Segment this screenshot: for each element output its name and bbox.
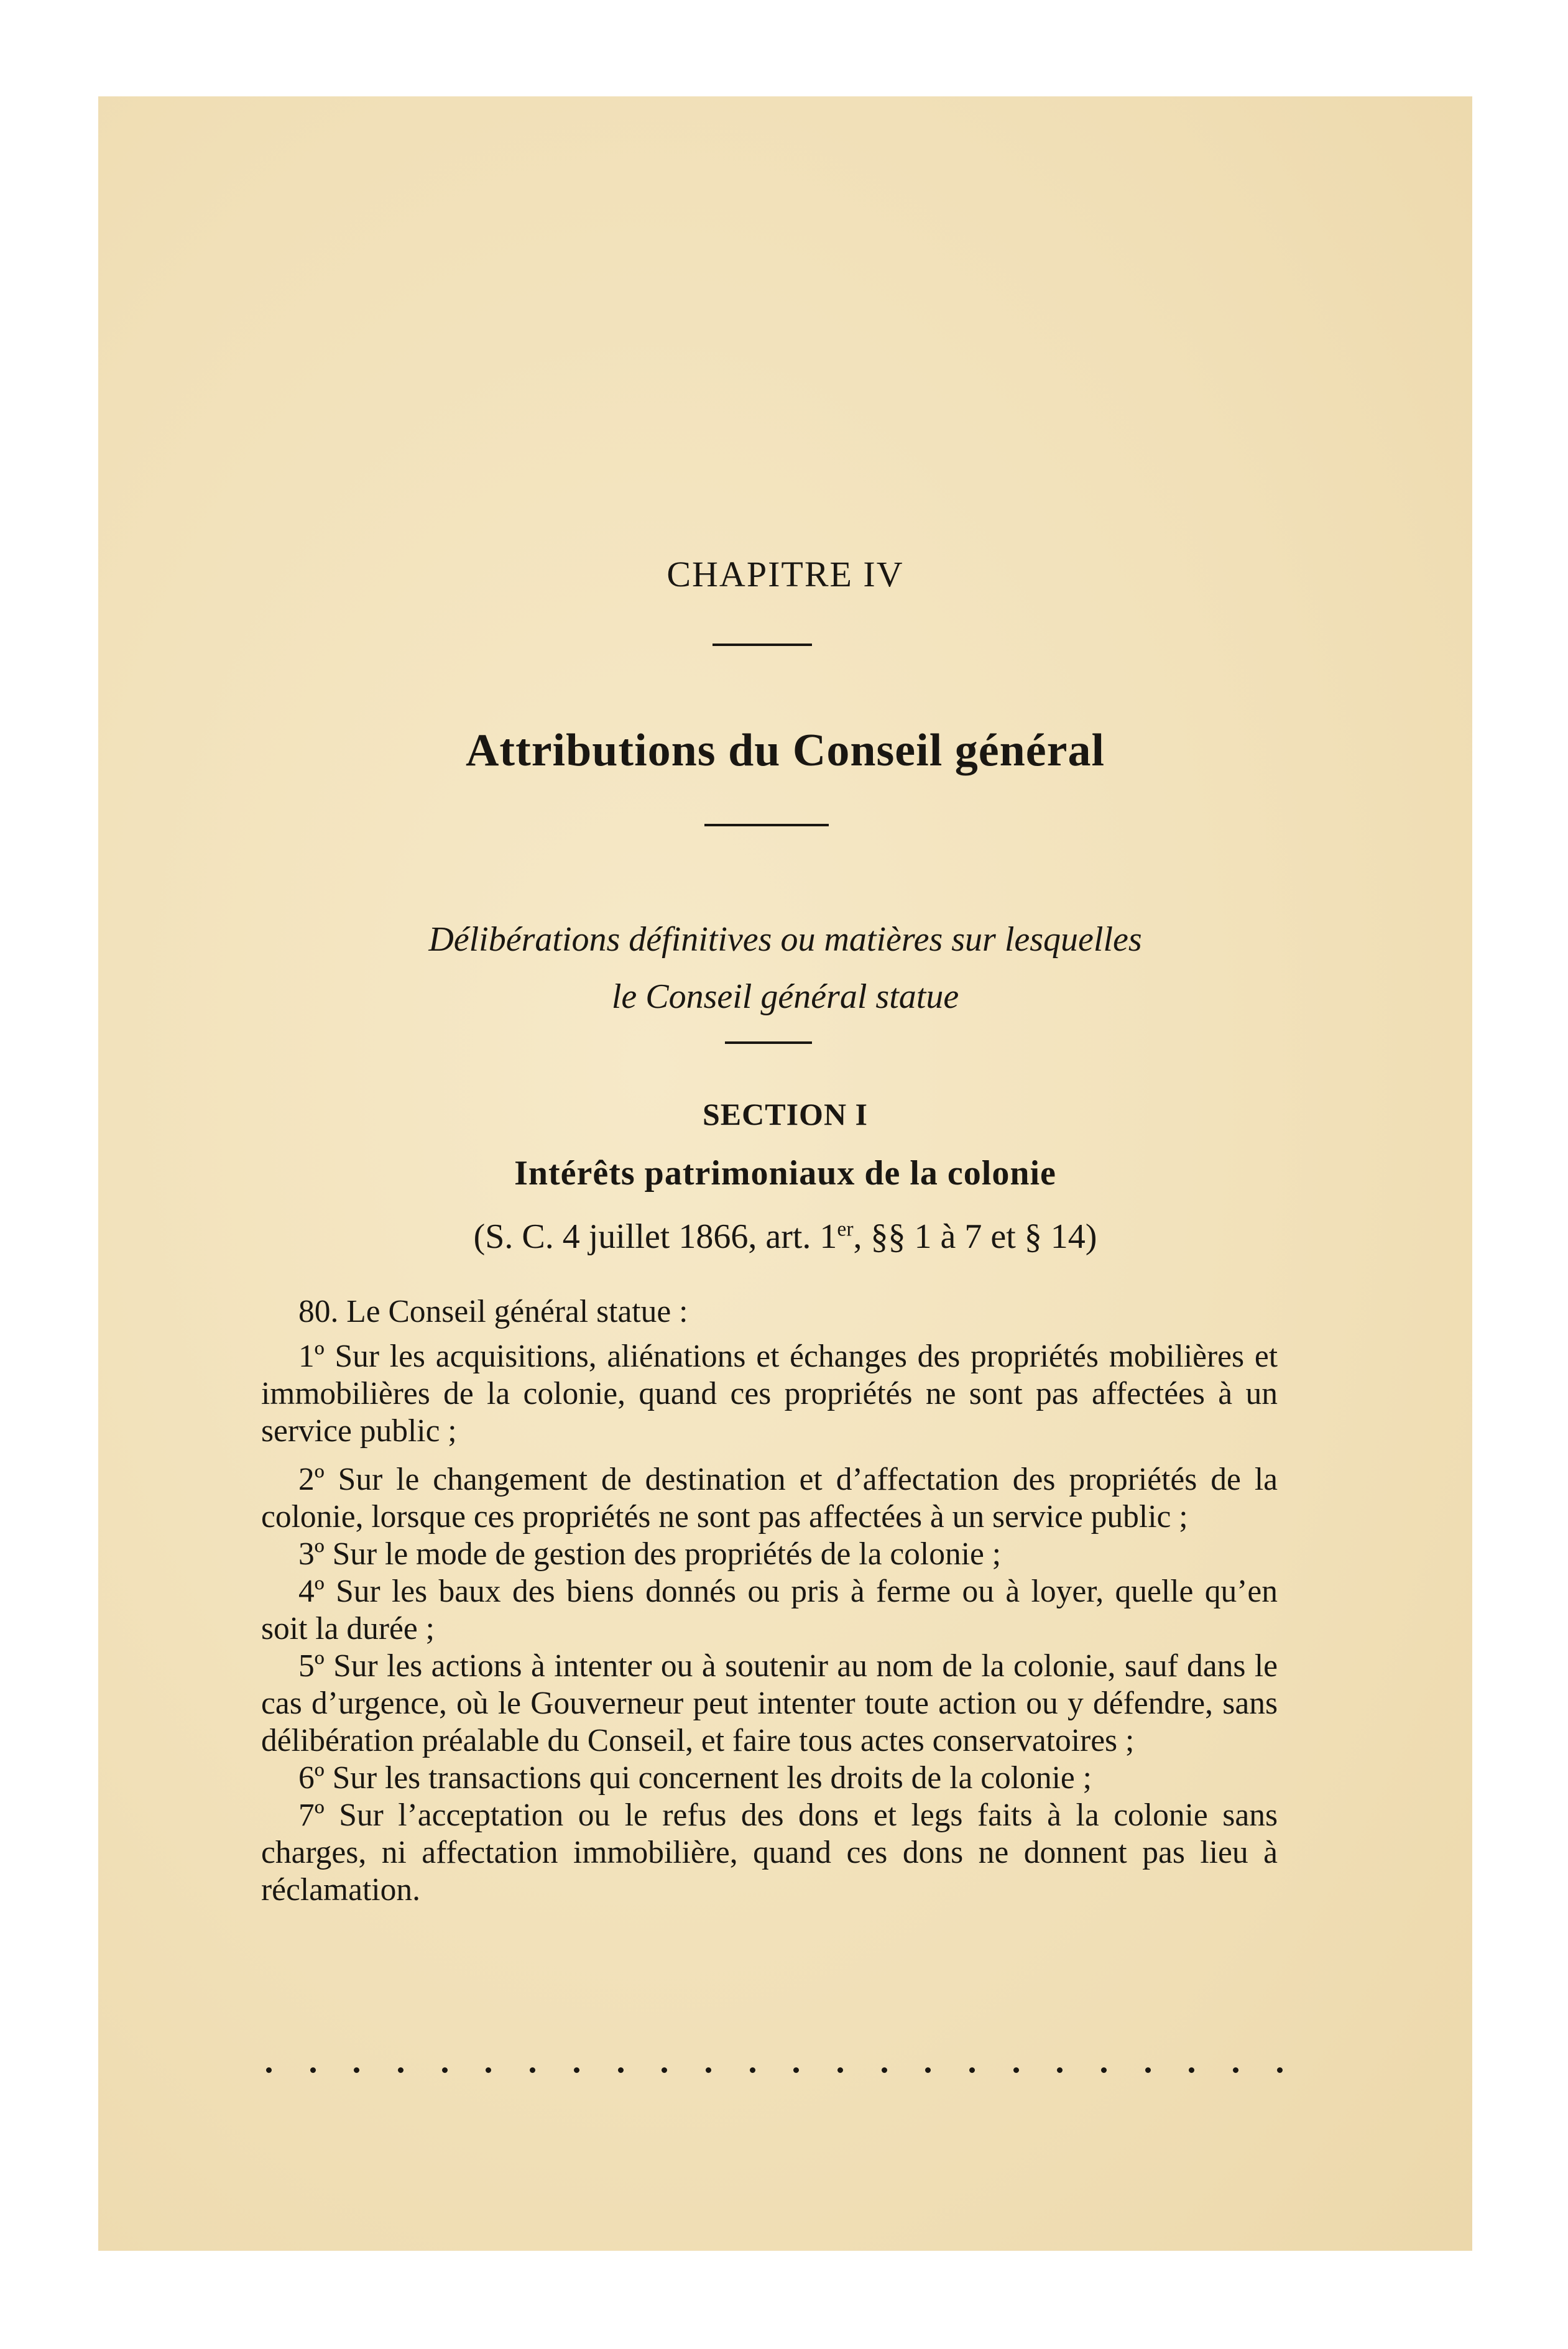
dot <box>310 2067 316 2073</box>
dot <box>662 2067 667 2073</box>
dot <box>706 2067 711 2073</box>
dot <box>837 2067 843 2073</box>
dot <box>530 2067 535 2073</box>
chapter-title: Attributions du Conseil général <box>465 725 1105 776</box>
dot <box>354 2067 359 2073</box>
dot <box>1057 2067 1063 2073</box>
article-item: 6º Sur les transactions qui concernent les droits de la colonie ; <box>298 1760 1092 1796</box>
article-item: 3º Sur le mode de gestion des propriétés de la colonie ; <box>298 1536 1002 1572</box>
dot <box>618 2067 624 2073</box>
article-intro: 80. Le Conseil général statue : <box>298 1294 688 1329</box>
dot <box>398 2067 404 2073</box>
dot <box>1013 2067 1019 2073</box>
dot <box>1101 2067 1107 2073</box>
article-item: 2º Sur le changement de destination et d’affectation des propriétés de la colonie, lorsque ces propriétés ne sont pas affectées à un service public ; <box>261 1462 1278 1534</box>
dot <box>793 2067 799 2073</box>
reference-text: , §§ 1 à 7 et § 14) <box>853 1217 1097 1256</box>
article-item: 1º Sur les acquisitions, aliénations et échanges des propriétés mobilières et immobilières de la colonie, quand ces propriétés ne sont pas affectées à un service public ; <box>261 1339 1278 1449</box>
article-item: 7º Sur l’acceptation ou le refus des dons et legs faits à la colonie sans charges, ni affectation immobilière, quand ces dons ne donnent pas lieu à réclamation. <box>261 1798 1278 1908</box>
subtitle-line: le Conseil général statue <box>611 977 959 1016</box>
reference-superscript: er <box>837 1217 854 1241</box>
dot <box>1145 2067 1151 2073</box>
section-heading: SECTION I <box>702 1097 869 1132</box>
chapter-subtitle <box>98 911 1472 1025</box>
article-body <box>261 1293 1278 1909</box>
chapter-heading: CHAPITRE IV <box>666 554 904 594</box>
reference-text: (S. C. 4 juillet 1866, art. 1 <box>473 1217 837 1256</box>
dot <box>266 2067 272 2073</box>
article-item: 5º Sur les actions à intenter ou à soutenir au nom de la colonie, sauf dans le cas d’urgence, où le Gouverneur peut intenter toute action ou y défendre, sans délibération préalable du Conseil, et faire tous actes conservatoires ; <box>261 1648 1278 1758</box>
dot <box>574 2067 579 2073</box>
ellipsis-dot-leader <box>266 2067 1283 2080</box>
article-item: 4º Sur les baux des biens donnés ou pris à ferme ou à loyer, quelle qu’en soit la durée ; <box>261 1574 1278 1646</box>
dot <box>925 2067 931 2073</box>
subtitle-line: Délibérations définitives ou matières sur lesquelles <box>428 920 1142 959</box>
divider-rule <box>725 1041 812 1044</box>
dot <box>486 2067 491 2073</box>
dot <box>1233 2067 1238 2073</box>
dot <box>1277 2067 1283 2073</box>
dot <box>882 2067 887 2073</box>
document-page <box>98 96 1472 2251</box>
dot <box>969 2067 975 2073</box>
legal-reference <box>98 1217 1472 1257</box>
dot <box>442 2067 448 2073</box>
dot <box>1189 2067 1194 2073</box>
section-title: Intérêts patrimoniaux de la colonie <box>514 1154 1056 1193</box>
divider-rule <box>713 644 812 646</box>
divider-rule <box>704 824 829 826</box>
dot <box>750 2067 755 2073</box>
